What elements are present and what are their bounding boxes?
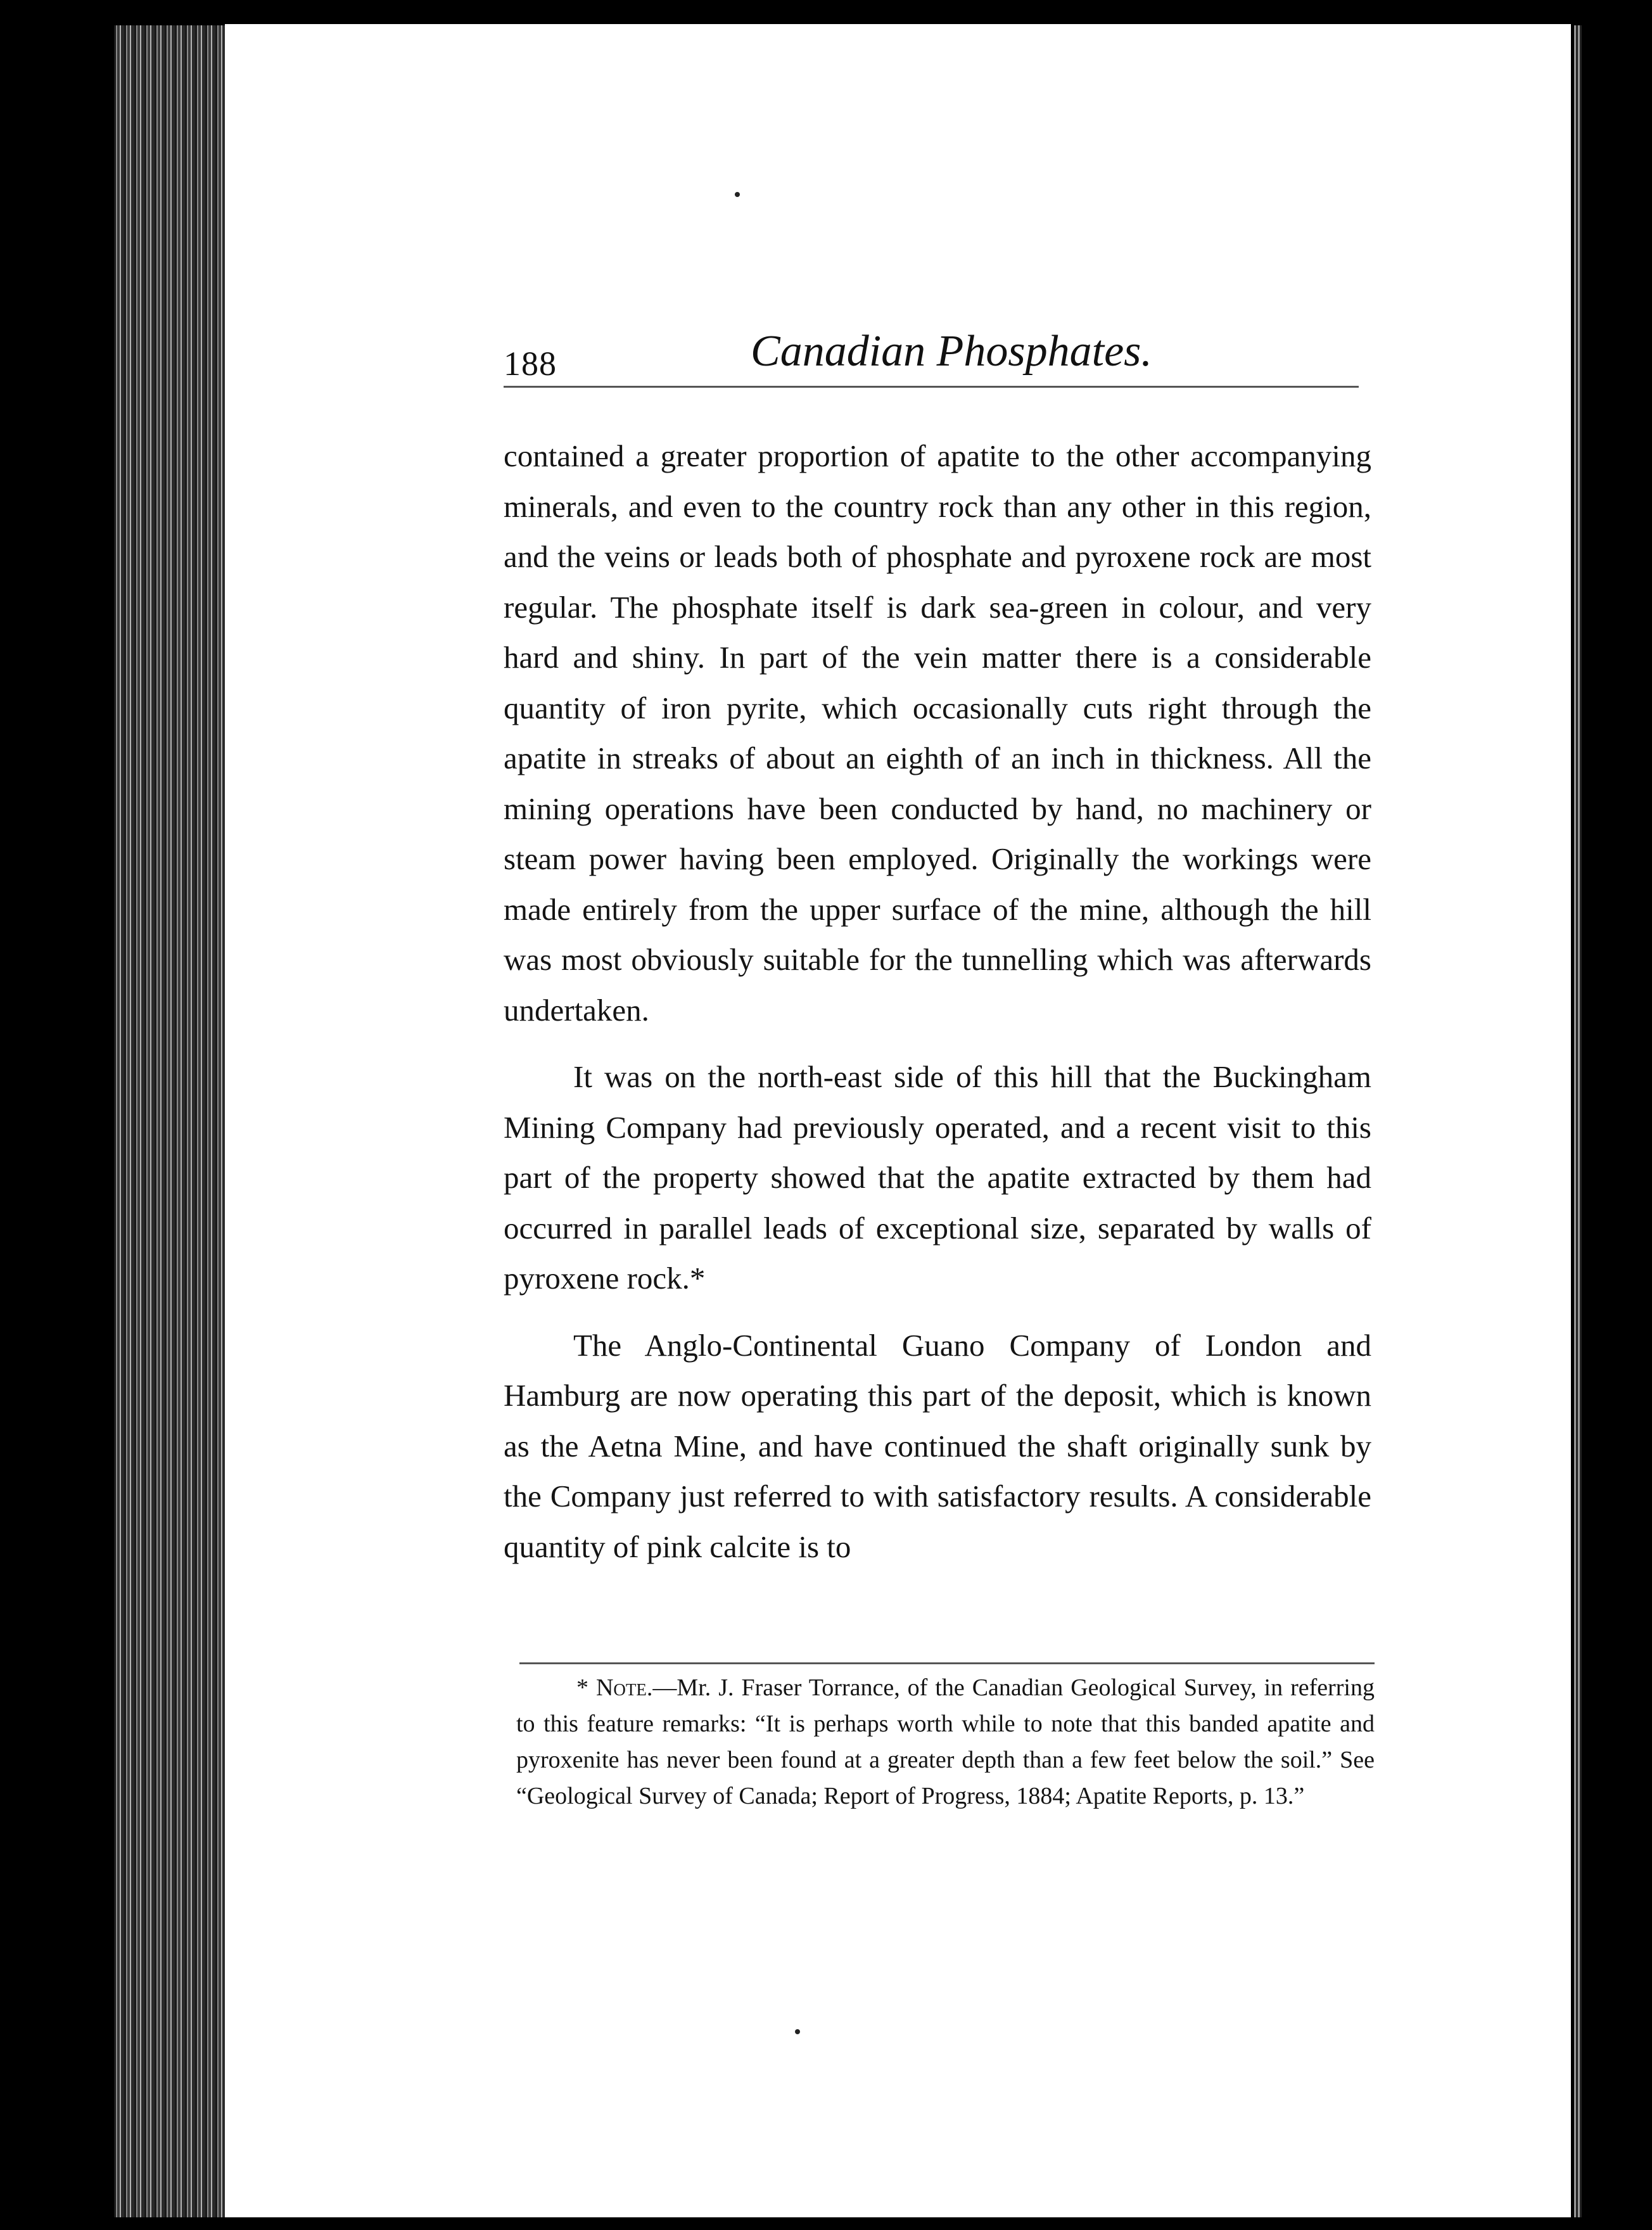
page-edges (114, 25, 228, 2217)
footnote-label: * Note. (576, 1674, 653, 1701)
scan-border-right (1571, 0, 1652, 2230)
footnote-text: —Mr. J. Fraser Torrance, of the Canadian Geological Survey, in referring to this feature remarks: “It is perhaps worth while to note that this banded apatite and pyroxenite has never been found at a greater depth than a few feet below the soil.” See “Geological Survey of Canada; Report of Progress, 1884; Apatite Reports, p. 13.” (516, 1674, 1375, 1809)
footnote-rule (519, 1662, 1375, 1664)
footnote-paragraph (516, 1670, 1375, 1814)
speck (795, 2029, 800, 2034)
scan-border-left (0, 0, 114, 2230)
paragraph-1: contained a greater proportion of apatite to the other accompanying minerals, and even to the country rock than any other in this region, and the veins or leads both of phosphate and pyroxene rock are most regular. The phosphate itself is dark sea-green in colour, and very hard and shiny. In part of the vein matter there is a considerable quantity of iron pyrite, which occasionally cuts right through the apatite in streaks of about an eighth of an inch in thickness. All the mining operations have been conducted by hand, no machinery or steam power having been employed. Originally the workings were made entirely from the upper surface of the mine, although the hill was most obviously suitable for the tunnelling which was afterwards undertaken. (504, 438, 1371, 1028)
speck (735, 192, 740, 197)
spine-edge (1574, 25, 1582, 2217)
header-rule (504, 386, 1359, 388)
running-title: Canadian Phosphates. (751, 327, 1152, 376)
footnote (516, 1670, 1375, 1814)
body-text (504, 431, 1371, 1588)
running-head (504, 320, 1352, 383)
page-number: 188 (504, 345, 557, 383)
paragraph-2: It was on the north-east side of this hill that the Buckingham Mining Company had previously operated, and a recent visit to this part of the property showed that the apatite extracted by them had occurred in parallel leads of exceptional size, separated by walls of pyroxene rock.* (504, 1059, 1371, 1296)
paragraph-3: The Anglo-Continental Guano Company of London and Hamburg are now operating this part of the deposit, which is known as the Aetna Mine, and have continued the shaft originally sunk by the Company just referred to with satisfactory results. A considerable quantity of pink calcite is to (504, 1327, 1371, 1564)
